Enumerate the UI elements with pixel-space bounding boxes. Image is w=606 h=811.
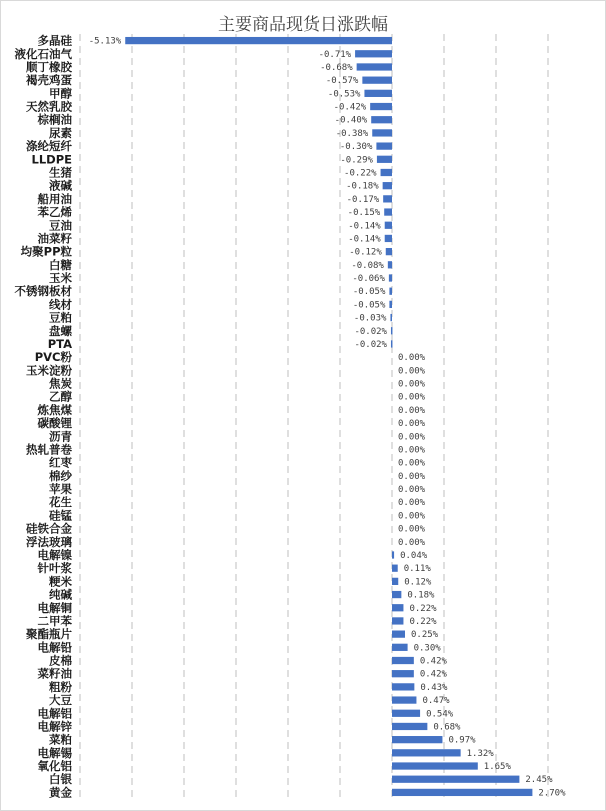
data-label: 1.65% (483, 762, 511, 773)
bar (383, 182, 392, 189)
category-label: 电解锡 (37, 745, 72, 760)
category-label: 浮法玻璃 (26, 534, 72, 549)
category-label: 硅锰 (49, 508, 72, 523)
category-label: 菜粕 (49, 732, 72, 747)
data-label: 0.30% (413, 643, 441, 654)
bar (384, 208, 392, 215)
category-label: 皮棉 (49, 653, 72, 668)
bar (383, 195, 392, 202)
data-label: 0.42% (419, 669, 447, 680)
data-label: 0.00% (398, 432, 426, 443)
data-label: 0.00% (398, 458, 426, 469)
category-label: 聚酯瓶片 (26, 627, 72, 642)
data-label: -0.68% (320, 62, 353, 73)
category-label: 电解锌 (37, 719, 72, 734)
category-label: 二甲苯 (37, 613, 72, 628)
bar (392, 683, 414, 690)
category-label: 焦炭 (49, 376, 72, 391)
bar (392, 670, 414, 677)
category-label: 沥青 (49, 429, 72, 444)
category-label: 电解铜 (37, 600, 72, 615)
category-label: 油菜籽 (37, 231, 72, 246)
category-label: 多晶硅 (37, 33, 72, 48)
data-label: -0.30% (339, 142, 373, 153)
bar (362, 77, 392, 84)
category-label: 碳酸锂 (37, 416, 72, 431)
data-labels (89, 37, 566, 799)
category-label: 棕榈油 (37, 112, 72, 127)
bar (392, 591, 401, 598)
data-label: 0.00% (398, 353, 426, 364)
data-label: 0.25% (411, 630, 439, 641)
data-label: -0.06% (352, 274, 385, 285)
category-label: 棉纱 (49, 468, 72, 483)
category-label: 白糖 (49, 257, 72, 272)
bar (392, 723, 427, 730)
bar (391, 327, 393, 334)
data-label: -0.02% (354, 339, 387, 350)
data-label: 0.22% (409, 603, 437, 614)
data-label: 0.00% (398, 498, 426, 509)
category-label: LLDPE (31, 152, 72, 167)
category-label: 粳米 (49, 574, 72, 589)
category-label: 大豆 (49, 693, 72, 708)
bar (392, 776, 519, 783)
category-label: 液碱 (49, 178, 72, 193)
category-label: 电解镍 (37, 547, 72, 562)
category-label: 针叶浆 (37, 561, 72, 576)
bar (385, 222, 392, 229)
bar (392, 578, 398, 585)
bar (392, 696, 416, 703)
category-label: 白银 (49, 772, 72, 787)
category-labels (15, 34, 73, 800)
bar (392, 762, 478, 769)
data-label: 0.00% (398, 471, 426, 482)
data-label: -0.05% (352, 300, 386, 311)
bar (388, 261, 392, 268)
data-label: 0.00% (398, 366, 426, 377)
bar (355, 50, 392, 57)
bar (392, 617, 403, 624)
data-label: -0.14% (348, 234, 381, 245)
category-label: 盘螺 (49, 323, 72, 338)
data-label: -0.12% (349, 247, 382, 258)
data-label: 0.42% (419, 656, 447, 667)
data-label: -0.42% (333, 102, 367, 113)
category-label: 炼焦煤 (37, 402, 72, 417)
data-label: 0.22% (409, 616, 437, 627)
category-label: 生猪 (49, 165, 72, 180)
data-label: 0.00% (398, 405, 426, 416)
bar (391, 340, 393, 347)
category-label: 船用油 (37, 191, 72, 206)
bar (392, 749, 461, 756)
data-label: -0.18% (346, 181, 379, 192)
data-label: 0.12% (404, 577, 432, 588)
category-label: 不锈钢板材 (14, 284, 72, 299)
data-label: 0.47% (422, 696, 450, 707)
category-label: 线材 (49, 297, 72, 312)
bar (389, 288, 392, 295)
category-label: 玉米 (49, 271, 72, 286)
category-label: 苯乙烯 (37, 205, 72, 220)
category-label: 液化石油气 (14, 46, 72, 61)
data-label: 0.00% (398, 379, 426, 390)
category-label: 热轧普卷 (26, 442, 72, 457)
data-label: -5.13% (88, 36, 122, 47)
bar (372, 129, 392, 136)
bar (392, 644, 408, 651)
bar (376, 142, 392, 149)
bar (392, 604, 403, 611)
data-label: -0.03% (353, 313, 387, 324)
category-label: 豆粕 (49, 310, 72, 325)
category-label: 顺丁橡胶 (26, 59, 72, 74)
data-label: 1.32% (466, 748, 494, 759)
category-label: 菜籽油 (37, 666, 72, 681)
bar (381, 169, 392, 176)
bar (392, 710, 420, 717)
data-label: 0.00% (398, 524, 426, 535)
data-label: -0.71% (318, 49, 352, 60)
bar (385, 235, 392, 242)
bars (125, 37, 532, 796)
bar (392, 551, 394, 558)
bar (392, 789, 532, 796)
category-label: 天然乳胶 (26, 99, 72, 114)
category-label: PVC粉 (34, 350, 72, 365)
data-label: 0.11% (403, 564, 431, 575)
bar (390, 314, 392, 321)
category-label: 硅铁合金 (26, 521, 72, 536)
data-label: -0.02% (354, 326, 387, 337)
data-label: 0.43% (420, 682, 448, 693)
category-label: 乙醇 (49, 389, 72, 404)
data-label: 0.04% (400, 550, 428, 561)
data-label: 0.68% (433, 722, 461, 733)
category-label: 玉米淀粉 (26, 363, 72, 378)
data-label: -0.53% (327, 89, 361, 100)
data-label: -0.29% (340, 155, 373, 166)
category-label: 电解铝 (37, 706, 72, 721)
bar (370, 103, 392, 110)
data-label: 0.54% (426, 709, 454, 720)
data-label: 0.00% (398, 537, 426, 548)
category-label: PTA (47, 336, 72, 351)
category-label: 纯碱 (49, 587, 72, 602)
data-label: -0.17% (346, 194, 380, 205)
data-label: -0.40% (334, 115, 368, 126)
bar (392, 736, 442, 743)
bar (392, 631, 405, 638)
gridlines (80, 34, 548, 799)
bar (392, 565, 398, 572)
data-label: 0.00% (398, 511, 426, 522)
category-label: 花生 (49, 495, 72, 510)
bar (125, 37, 392, 44)
category-label: 甲醇 (49, 86, 72, 101)
bar (392, 657, 414, 664)
data-label: 0.00% (398, 392, 426, 403)
data-label: -0.57% (325, 76, 359, 87)
data-label: -0.15% (347, 208, 381, 219)
bar (364, 90, 392, 97)
data-label: 0.00% (398, 419, 426, 430)
bar (389, 301, 392, 308)
bar (386, 248, 392, 255)
category-label: 尿素 (49, 125, 72, 140)
data-label: -0.08% (351, 260, 384, 271)
category-label: 粗粉 (49, 679, 72, 694)
data-label: 0.18% (407, 590, 435, 601)
category-label: 豆油 (49, 218, 72, 233)
bar (389, 274, 392, 281)
bar (357, 63, 392, 70)
category-label: 电解铅 (37, 640, 72, 655)
data-label: -0.38% (335, 128, 369, 139)
data-label: 2.45% (525, 775, 553, 786)
category-label: 涤纶短纤 (26, 139, 72, 154)
data-label: -0.05% (352, 287, 386, 298)
category-label: 均聚PP粒 (20, 244, 72, 259)
data-label: -0.14% (348, 221, 381, 232)
category-label: 黄金 (49, 785, 72, 800)
category-label: 褐壳鸡蛋 (26, 73, 72, 88)
data-label: 0.00% (398, 485, 426, 496)
data-label: 2.70% (538, 788, 566, 799)
data-label: 0.97% (448, 735, 476, 746)
data-label: -0.22% (344, 168, 377, 179)
bar (371, 116, 392, 123)
chart-title: 主要商品现货日涨跌幅 (218, 15, 388, 35)
category-label: 红枣 (49, 455, 72, 470)
data-label: 0.00% (398, 445, 426, 456)
bar (377, 156, 392, 163)
category-label: 氧化铝 (37, 759, 72, 774)
category-label: 苹果 (49, 482, 72, 497)
